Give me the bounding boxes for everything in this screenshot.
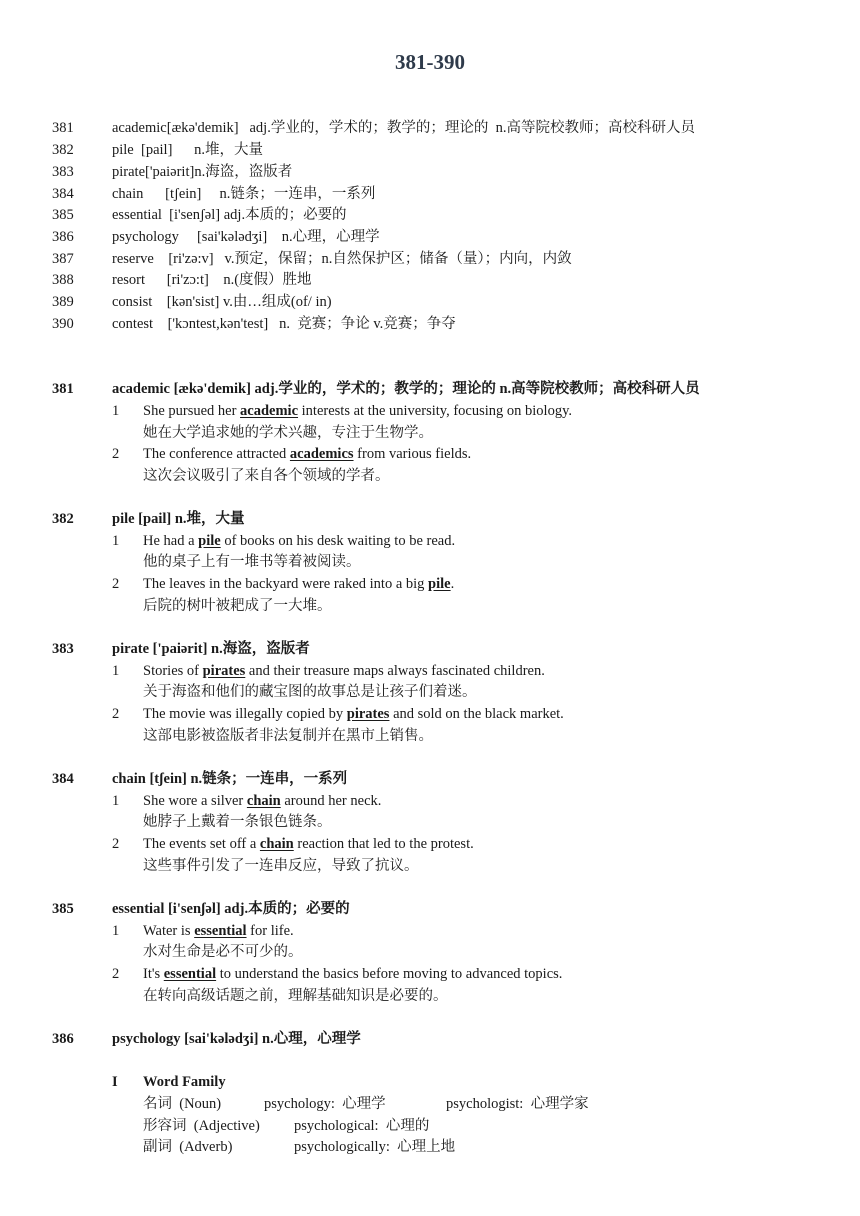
entry-number: 381 bbox=[52, 381, 74, 397]
summary-number: 390 bbox=[52, 316, 74, 332]
keyword: academics bbox=[289, 446, 354, 462]
keyword: essential bbox=[163, 966, 217, 982]
keyword: pile bbox=[428, 576, 451, 592]
entry-headword: chain [tʃein] n.链条；一连串，一系列 bbox=[112, 771, 348, 787]
summary-number: 389 bbox=[52, 294, 74, 310]
keyword: pirates bbox=[346, 706, 390, 722]
example-number: 1 bbox=[112, 663, 120, 679]
example-number: 2 bbox=[112, 966, 120, 982]
example-text: The conference attracted bbox=[143, 446, 290, 462]
example-number: 1 bbox=[112, 793, 120, 809]
part-of-speech: 形容词 (Adjective) bbox=[143, 1118, 260, 1134]
part-of-speech: 副词 (Adverb) bbox=[143, 1139, 233, 1155]
keyword: essential bbox=[194, 923, 247, 939]
example-text: Water is bbox=[143, 923, 195, 939]
example-number: 2 bbox=[112, 446, 120, 462]
example-number: 2 bbox=[112, 576, 120, 592]
entry-headword: essential [i'senʃəl] adj.本质的；必要的 bbox=[112, 901, 350, 917]
example-text: He had a bbox=[143, 533, 199, 549]
example-number: 2 bbox=[112, 836, 120, 852]
example-text: . bbox=[450, 576, 455, 592]
summary-text: contest ['kɔntest,kən'test] n. 竞赛；争论 v.竞赛；争夺 bbox=[112, 316, 456, 332]
entry-number: 383 bbox=[52, 641, 74, 657]
keyword: pile bbox=[198, 533, 221, 549]
entry-headword: psychology [sai'kələdʒi] n.心理，心理学 bbox=[112, 1031, 361, 1047]
summary-text: consist [kən'sist] v.由…组成(of/ in) bbox=[112, 294, 332, 310]
example-number: 1 bbox=[112, 403, 120, 419]
summary-number: 386 bbox=[52, 229, 74, 245]
example-text: reaction that led to the protest. bbox=[293, 836, 474, 852]
summary-number: 381 bbox=[52, 120, 74, 136]
word-form: psychologically: 心理上地 bbox=[294, 1139, 456, 1155]
example-text: The movie was illegally copied by bbox=[143, 706, 347, 722]
summary-text: academic[ækə'demik] adj.学业的，学术的；教学的；理论的 n.高等院校教师；高校科研人员 bbox=[112, 120, 695, 136]
section-number: I bbox=[112, 1074, 118, 1090]
entry-number: 385 bbox=[52, 901, 74, 917]
entry-number: 384 bbox=[52, 771, 74, 787]
summary-number: 385 bbox=[52, 207, 74, 223]
example-text: of books on his desk waiting to be read. bbox=[220, 533, 456, 549]
example-text: She wore a silver bbox=[143, 793, 247, 809]
summary-text: psychology [sai'kələdʒi] n.心理，心理学 bbox=[112, 229, 380, 245]
summary-number: 384 bbox=[52, 186, 74, 202]
summary-number: 382 bbox=[52, 142, 74, 158]
example-text: and sold on the black market. bbox=[389, 706, 564, 722]
summary-number: 388 bbox=[52, 272, 74, 288]
example-text: from various fields. bbox=[353, 446, 472, 462]
keyword: academic bbox=[240, 403, 299, 419]
summary-number: 383 bbox=[52, 164, 74, 180]
word-form: psychological: 心理的 bbox=[294, 1118, 430, 1134]
entry-number: 386 bbox=[52, 1031, 74, 1047]
example-text: It's bbox=[143, 966, 164, 982]
example-text: She pursued her bbox=[143, 403, 241, 419]
example-number: 1 bbox=[112, 923, 120, 939]
example-text: The events set off a bbox=[143, 836, 260, 852]
entry-headword: pirate ['paiərit] n.海盗，盗版者 bbox=[112, 641, 310, 657]
example-text: for life. bbox=[246, 923, 294, 939]
example-text: The leaves in the backyard were raked into a big bbox=[143, 576, 429, 592]
word-form: psychology: 心理学 bbox=[264, 1096, 386, 1112]
part-of-speech: 名词 (Noun) bbox=[143, 1096, 222, 1112]
example-number: 1 bbox=[112, 533, 120, 549]
summary-text: reserve [ri'zə:v] v.预定，保留；n.自然保护区；储备（量）；内向，内敛 bbox=[112, 251, 572, 267]
entry-number: 382 bbox=[52, 511, 74, 527]
summary-number: 387 bbox=[52, 251, 74, 267]
example-text: around her neck. bbox=[280, 793, 382, 809]
example-text: interests at the university, focusing on biology. bbox=[298, 403, 573, 419]
keyword: chain bbox=[259, 836, 294, 852]
keyword: chain bbox=[246, 793, 281, 809]
example-text: Stories of bbox=[143, 663, 203, 679]
word-form: psychologist: 心理学家 bbox=[446, 1096, 589, 1112]
summary-text: essential [i'senʃəl] adj.本质的；必要的 bbox=[112, 207, 347, 223]
example-number: 2 bbox=[112, 706, 120, 722]
summary-text: pirate['paiərit]n.海盗，盗版者 bbox=[112, 164, 293, 180]
keyword: pirates bbox=[202, 663, 246, 679]
entry-headword: academic [ækə'demik] adj.学业的，学术的；教学的；理论的 n.高等院校教师；高校科研人员 bbox=[112, 381, 700, 397]
summary-text: resort [ri'zɔ:t] n.(度假）胜地 bbox=[112, 272, 312, 288]
page-title: 381-390 bbox=[395, 50, 465, 74]
section-title: Word Family bbox=[143, 1074, 226, 1090]
example-text: and their treasure maps always fascinated children. bbox=[245, 663, 545, 679]
entry-headword: pile [pail] n.堆，大量 bbox=[112, 511, 245, 527]
example-text: to understand the basics before moving to advanced topics. bbox=[216, 966, 563, 982]
summary-text: chain [tʃein] n.链条；一连串，一系列 bbox=[112, 186, 376, 202]
summary-text: pile [pail] n.堆，大量 bbox=[112, 142, 264, 158]
